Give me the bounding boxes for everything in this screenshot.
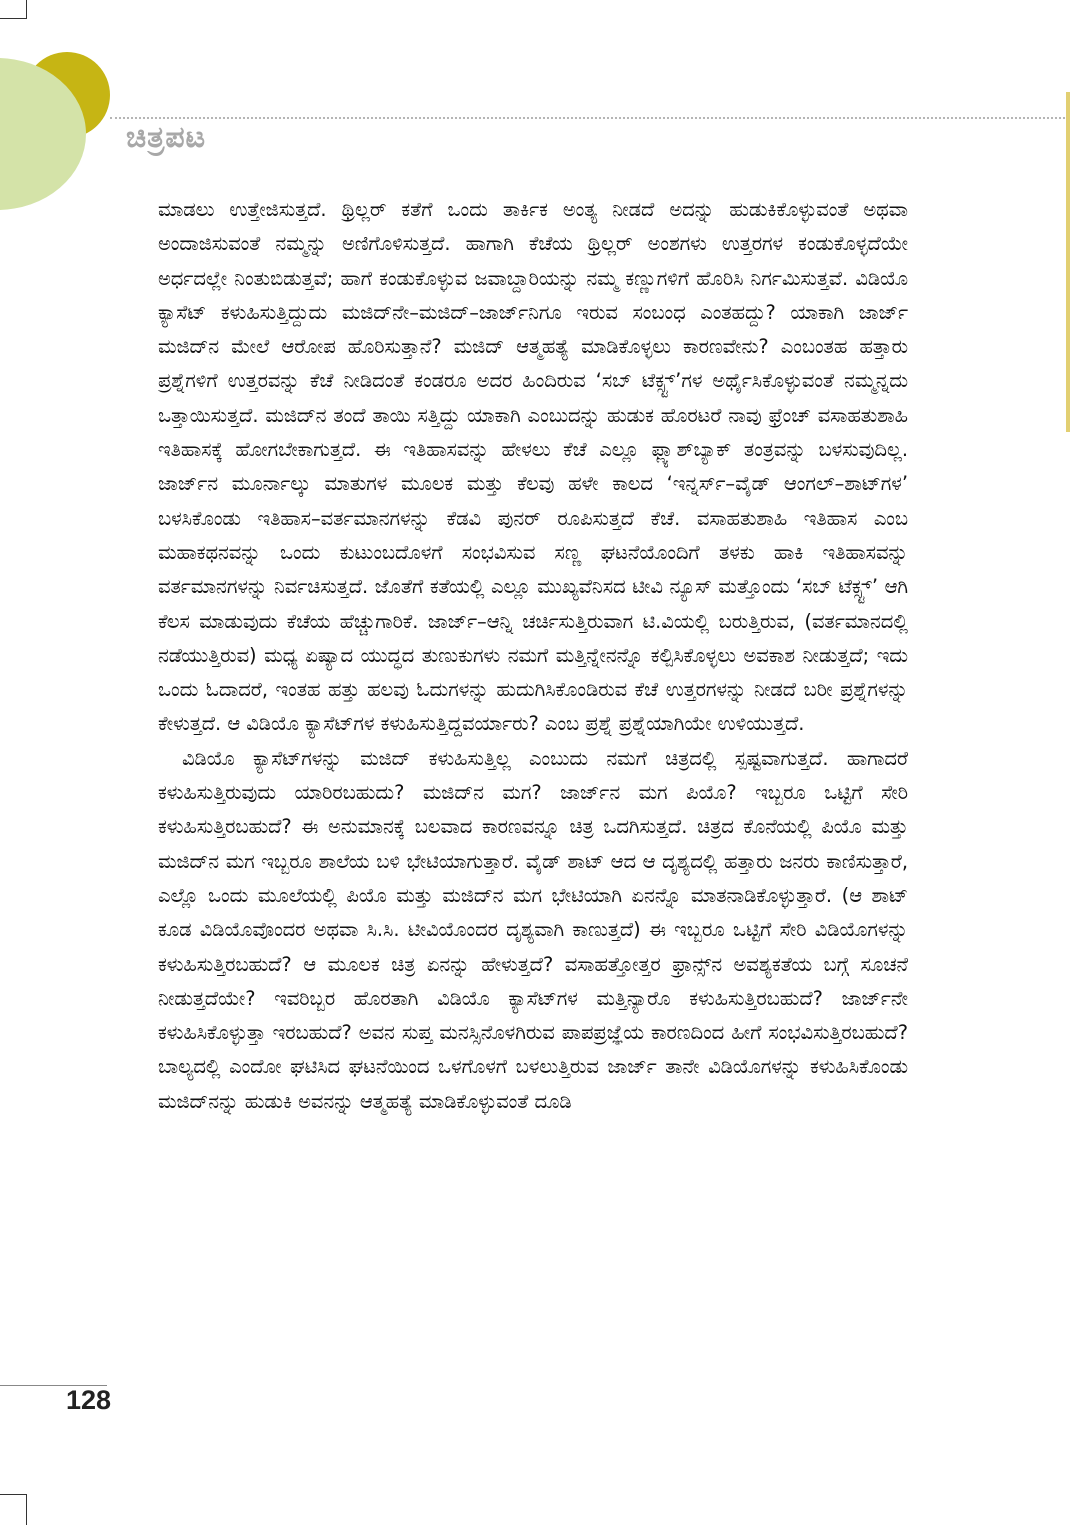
crop-mark-bottom-horizontal [0,1494,26,1495]
right-margin-bar [1066,92,1070,432]
header-dotted-rule [110,117,1065,119]
section-title: ಚಿತ್ರಪಟ [126,120,207,155]
crop-mark-bottom-vertical [26,1494,27,1525]
page-number: 128 [66,1385,112,1415]
crop-mark-top-horizontal [0,18,26,19]
crop-mark-top-vertical [26,0,27,19]
article-body [158,193,908,1119]
paragraph-1: ಮಾಡಲು ಉತ್ತೇಜಿಸುತ್ತದೆ. ಥ್ರಿಲ್ಲರ್ ಕತೆಗೆ ಒಂದು ತಾರ್ಕಿಕ ಅಂತ್ಯ ನೀಡದೆ ಅದನ್ನು ಹುಡುಕಿಕೊಳ್ಳುವಂತೆ ಅಥವಾ ಅಂದಾಜಿಸುವಂತೆ ನಮ್ಮನ್ನು ಅಣಿಗೊಳಿಸುತ್ತದೆ. ಹಾಗಾಗಿ ಕೆಚೆಯ ಥ್ರಿಲ್ಲರ್ ಅಂಶಗಳು ಉತ್ತರಗಳ ಕಂಡುಕೊಳ್ಳದೆಯೇ ಅರ್ಧದಲ್ಲೇ ನಿಂತುಬಿಡುತ್ತವೆ; ಹಾಗೆ ಕಂಡುಕೊಳ್ಳುವ ಜವಾಬ್ದಾರಿಯನ್ನು ನಮ್ಮ ಕಣ್ಣುಗಳಿಗೆ ಹೊರಿಸಿ ನಿರ್ಗಮಿಸುತ್ತವೆ. ವಿಡಿಯೊ ಕ್ಯಾಸೆಟ್ ಕಳುಹಿಸುತ್ತಿದ್ದುದು ಮಜಿದ್‌ನೇ–ಮಜಿದ್–ಜಾರ್ಜ್‌ನಿಗೂ ಇರುವ ಸಂಬಂಧ ಎಂತಹದ್ದು? ಯಾಕಾಗಿ ಜಾರ್ಜ್ ಮಜಿದ್‌ನ ಮೇಲೆ ಆರೋಪ ಹೊರಿಸುತ್ತಾನೆ? ಮಜಿದ್ ಆತ್ಮಹತ್ಯೆ ಮಾಡಿಕೊಳ್ಳಲು ಕಾರಣವೇನು? ಎಂಬಂತಹ ಹತ್ತಾರು ಪ್ರಶ್ನೆಗಳಿಗೆ ಉತ್ತರವನ್ನು ಕೆಚೆ ನೀಡಿದಂತೆ ಕಂಡರೂ ಅದರ ಹಿಂದಿರುವ ‘ಸಬ್ ಟೆಕ್ಸ್ಟ್’ಗಳ ಅರ್ಥೈಸಿಕೊಳ್ಳುವಂತೆ ನಮ್ಮನ್ನದು ಒತ್ತಾಯಿಸುತ್ತದೆ. ಮಜಿದ್‌ನ ತಂದೆ ತಾಯಿ ಸತ್ತಿದ್ದು ಯಾಕಾಗಿ ಎಂಬುದನ್ನು ಹುಡುಕ ಹೊರಟರೆ ನಾವು ಫ್ರೆಂಚ್ ವಸಾಹತುಶಾಹಿ ಇತಿಹಾಸಕ್ಕೆ ಹೋಗಬೇಕಾಗುತ್ತದೆ. ಈ ಇತಿಹಾಸವನ್ನು ಹೇಳಲು ಕೆಚೆ ಎಲ್ಲೂ ಫ್ಲ್ಯಾಶ್‌ಬ್ಯಾಕ್ ತಂತ್ರವನ್ನು ಬಳಸುವುದಿಲ್ಲ. ಜಾರ್ಜ್‌ನ ಮೂರ್ನಾಲ್ಕು ಮಾತುಗಳ ಮೂಲಕ ಮತ್ತು ಕೆಲವು ಹಳೇ ಕಾಲದ ‘ಇನ್ನರ್ಸ್–ವೈಡ್ ಆಂಗಲ್–ಶಾಟ್‌ಗಳ’ ಬಳಸಿಕೊಂಡು ಇತಿಹಾಸ–ವರ್ತಮಾನಗಳನ್ನು ಕೆಡವಿ ಪುನರ್ ರೂಪಿಸುತ್ತದೆ ಕೆಚೆ. ವಸಾಹತುಶಾಹಿ ಇತಿಹಾಸ ಎಂಬ ಮಹಾಕಥನವನ್ನು ಒಂದು ಕುಟುಂಬದೊಳಗೆ ಸಂಭವಿಸುವ ಸಣ್ಣ ಘಟನೆಯೊಂದಿಗೆ ತಳಕು ಹಾಕಿ ಇತಿಹಾಸವನ್ನು ವರ್ತಮಾನಗಳನ್ನು ನಿರ್ವಚಿಸುತ್ತದೆ. ಜೊತೆಗೆ ಕತೆಯಲ್ಲಿ ಎಲ್ಲೂ ಮುಖ್ಯವೆನಿಸದ ಟೀವಿ ನ್ಯೂಸ್ ಮತ್ತೊಂದು ‘ಸಬ್ ಟೆಕ್ಸ್ಟ್’ ಆಗಿ ಕೆಲಸ ಮಾಡುವುದು ಕೆಚೆಯ ಹೆಚ್ಚುಗಾರಿಕೆ. ಜಾರ್ಜ್–ಆನ್ನಿ ಚರ್ಚಿಸುತ್ತಿರುವಾಗ ಟಿ.ವಿಯಲ್ಲಿ ಬರುತ್ತಿರುವ, (ವರ್ತಮಾನದಲ್ಲಿ ನಡೆಯುತ್ತಿರುವ) ಮಧ್ಯ ಏಷ್ಯಾದ ಯುದ್ಧದ ತುಣುಕುಗಳು ನಮಗೆ ಮತ್ತಿನ್ನೇನನ್ನೊ ಕಲ್ಪಿಸಿಕೊಳ್ಳಲು ಅವಕಾಶ ನೀಡುತ್ತದೆ; ಇದು ಒಂದು ಓದಾದರೆ, ಇಂತಹ ಹತ್ತು ಹಲವು ಓದುಗಳನ್ನು ಹುದುಗಿಸಿಕೊಂಡಿರುವ ಕೆಚೆ ಉತ್ತರಗಳನ್ನು ನೀಡದೆ ಬರೀ ಪ್ರಶ್ನೆಗಳನ್ನು ಕೇಳುತ್ತದೆ. ಆ ವಿಡಿಯೊ ಕ್ಯಾಸೆಟ್‌ಗಳ ಕಳುಹಿಸುತ್ತಿದ್ದವರ್ಯಾರು? ಎಂಬ ಪ್ರಶ್ನೆ ಪ್ರಶ್ನೆಯಾಗಿಯೇ ಉಳಿಯುತ್ತದೆ. [158,198,909,736]
paragraph-2: ವಿಡಿಯೊ ಕ್ಯಾಸೆಟ್‌ಗಳನ್ನು ಮಜಿದ್ ಕಳುಹಿಸುತ್ತಿಲ್ಲ ಎಂಬುದು ನಮಗೆ ಚಿತ್ರದಲ್ಲಿ ಸ್ಪಷ್ಟವಾಗುತ್ತದೆ. ಹಾಗಾದರೆ ಕಳುಹಿಸುತ್ತಿರುವುದು ಯಾರಿರಬಹುದು? ಮಜಿದ್‌ನ ಮಗ? ಜಾರ್ಜ್‌ನ ಮಗ ಪಿಯೊ? ಇಬ್ಬರೂ ಒಟ್ಟಿಗೆ ಸೇರಿ ಕಳುಹಿಸುತ್ತಿರಬಹುದೆ? ಈ ಅನುಮಾನಕ್ಕೆ ಬಲವಾದ ಕಾರಣವನ್ನೂ ಚಿತ್ರ ಒದಗಿಸುತ್ತದೆ. ಚಿತ್ರದ ಕೊನೆಯಲ್ಲಿ ಪಿಯೊ ಮತ್ತು ಮಜಿದ್‌ನ ಮಗ ಇಬ್ಬರೂ ಶಾಲೆಯ ಬಳಿ ಭೇಟಿಯಾಗುತ್ತಾರೆ. ವೈಡ್ ಶಾಟ್ ಆದ ಆ ದೃಶ್ಯದಲ್ಲಿ ಹತ್ತಾರು ಜನರು ಕಾಣಿಸುತ್ತಾರೆ, ಎಲ್ಲೊ ಒಂದು ಮೂಲೆಯಲ್ಲಿ ಪಿಯೊ ಮತ್ತು ಮಜಿದ್‌ನ ಮಗ ಭೇಟಿಯಾಗಿ ಏನನ್ನೊ ಮಾತನಾಡಿಕೊಳ್ಳುತ್ತಾರೆ. (ಆ ಶಾಟ್ ಕೂಡ ವಿಡಿಯೊವೊಂದರ ಅಥವಾ ಸಿ.ಸಿ. ಟೀವಿಯೊಂದರ ದೃಶ್ಯವಾಗಿ ಕಾಣುತ್ತದೆ) ಈ ಇಬ್ಬರೂ ಒಟ್ಟಿಗೆ ಸೇರಿ ವಿಡಿಯೊಗಳನ್ನು ಕಳುಹಿಸುತ್ತಿರಬಹುದೆ? ಆ ಮೂಲಕ ಚಿತ್ರ ಏನನ್ನು ಹೇಳುತ್ತದೆ? ವಸಾಹತ್ತೋತ್ತರ ಫ್ರಾನ್ಸ್‌ನ ಅವಶ್ಯಕತೆಯ ಬಗ್ಗೆ ಸೂಚನೆ ನೀಡುತ್ತದೆಯೇ? ಇವರಿಬ್ಬರ ಹೊರತಾಗಿ ವಿಡಿಯೊ ಕ್ಯಾಸೆಟ್‌ಗಳ ಮತ್ತಿನ್ಯಾರೊ ಕಳುಹಿಸುತ್ತಿರಬಹುದೆ? ಜಾರ್ಜ್‌ನೇ ಕಳುಹಿಸಿಕೊಳ್ಳುತ್ತಾ ಇರಬಹುದೆ? ಅವನ ಸುಪ್ತ ಮನಸ್ಸಿನೊಳಗಿರುವ ಪಾಪಪ್ರಜ್ಞೆಯ ಕಾರಣದಿಂದ ಹೀಗೆ ಸಂಭವಿಸುತ್ತಿರಬಹುದೆ? ಬಾಲ್ಯದಲ್ಲಿ ಎಂದೋ ಘಟಿಸಿದ ಘಟನೆಯಿಂದ ಒಳಗೊಳಗೆ ಬಳಲುತ್ತಿರುವ ಜಾರ್ಜ್ ತಾನೇ ವಿಡಿಯೊಗಳನ್ನು ಕಳುಹಿಸಿಕೊಂಡು ಮಜಿದ್‌ನನ್ನು ಹುಡುಕಿ ಅವನನ್ನು ಆತ್ಮಹತ್ಯೆ ಮಾಡಿಕೊಳ್ಳುವಂತೆ ದೂಡಿ [158,746,908,1113]
